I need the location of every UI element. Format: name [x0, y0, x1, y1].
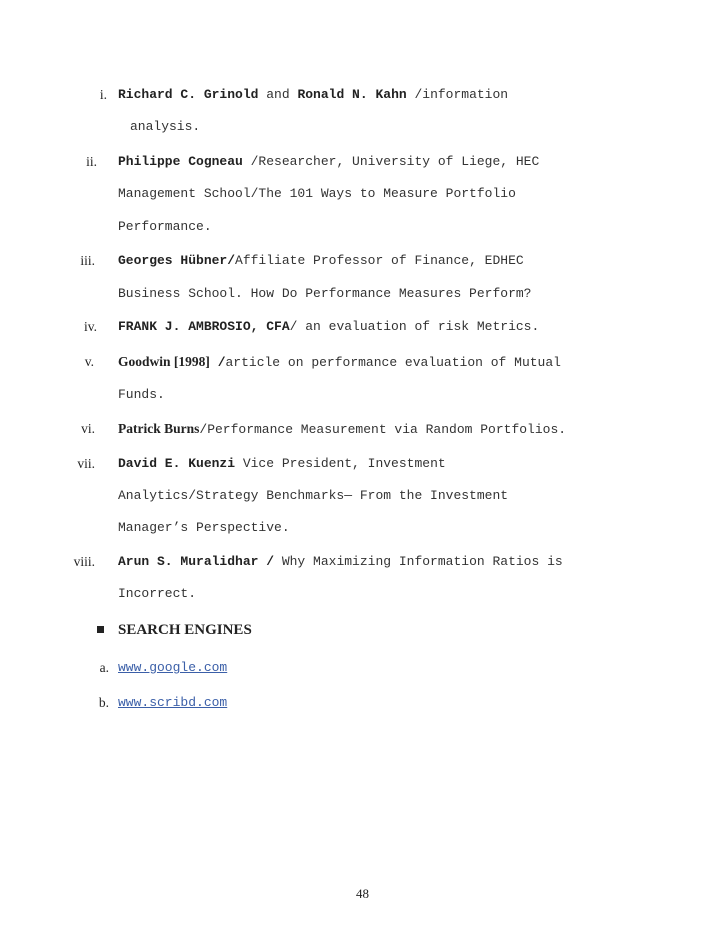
ref-line: Analytics/Strategy Benchmarks— From the Investment: [118, 488, 509, 503]
ref-line: Business School. How Do Performance Measures Perform?: [118, 286, 532, 301]
ref-line: [118, 154, 539, 170]
ref-text: Affiliate Professor of Finance, EDHEC: [235, 253, 524, 268]
ref-line: [118, 354, 561, 371]
square-bullet-icon: [97, 626, 104, 633]
list-letter: a.: [99, 660, 109, 675]
list-letter: b.: [98, 695, 109, 710]
ref-numeral: vii.: [77, 456, 95, 471]
ref-numeral: i.: [99, 87, 107, 102]
ref-line: [118, 456, 446, 472]
ref-line: [118, 554, 563, 570]
ref-line: [118, 421, 566, 438]
ref-line: Funds.: [118, 387, 165, 402]
section-heading: SEARCH ENGINES: [118, 622, 252, 638]
ref-line: [118, 319, 539, 335]
ref-author: Richard C. Grinold: [118, 87, 259, 102]
ref-text: /Researcher, University of Liege, HEC: [242, 154, 540, 169]
ref-author: Philippe Cogneau: [118, 154, 243, 169]
ref-numeral: vi.: [81, 421, 95, 436]
link-scribd[interactable]: www.scribd.com: [118, 695, 228, 710]
ref-numeral: ii.: [86, 154, 97, 169]
ref-author: Ronald N. Kahn: [297, 87, 407, 102]
ref-text: / an evaluation of risk Metrics.: [289, 319, 540, 334]
ref-numeral: iii.: [80, 253, 95, 268]
page-number: 48: [356, 886, 369, 901]
ref-text: /information: [406, 87, 509, 102]
ref-line: [118, 87, 508, 103]
ref-separator: /: [209, 355, 226, 370]
ref-text: article on performance evaluation of Mutual: [225, 355, 561, 370]
ref-text: Why Maximizing Information Ratios is: [274, 554, 563, 569]
ref-author: Patrick Burns: [118, 421, 200, 436]
ref-line: Performance.: [118, 219, 212, 234]
ref-author: David E. Kuenzi: [118, 456, 236, 471]
link-google[interactable]: www.google.com: [118, 660, 228, 675]
ref-numeral: v.: [84, 354, 94, 369]
ref-numeral: iv.: [84, 319, 97, 334]
ref-line: analysis.: [130, 119, 201, 134]
ref-line: Manager’s Perspective.: [118, 520, 290, 535]
ref-text: /Performance Measurement via Random Portfolios.: [199, 422, 567, 437]
ref-text: Vice President, Investment: [235, 456, 446, 471]
ref-author: Goodwin [1998]: [118, 354, 210, 369]
ref-author: Georges Hübner/: [118, 253, 236, 268]
ref-line: [118, 253, 524, 269]
ref-line: Incorrect.: [118, 586, 197, 601]
ref-author: Arun S. Muralidhar /: [118, 554, 275, 569]
ref-numeral: viii.: [73, 554, 95, 569]
ref-author: FRANK J. AMBROSIO, CFA: [118, 319, 290, 334]
ref-text: and: [258, 87, 298, 102]
ref-line: Management School/The 101 Ways to Measure Portfolio: [118, 186, 516, 201]
